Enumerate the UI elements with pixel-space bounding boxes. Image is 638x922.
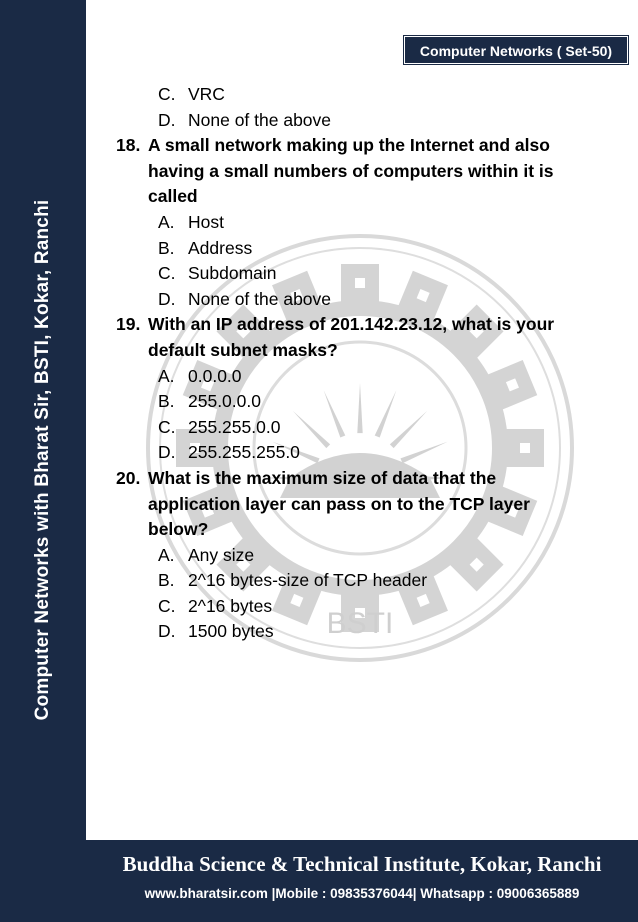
option-letter: C. <box>158 263 176 284</box>
question-line <box>116 492 616 518</box>
answer-option <box>116 568 616 594</box>
question-text: What is the maximum size of data that the <box>148 467 497 488</box>
option-text: 255.255.255.0 <box>188 442 300 463</box>
question-line <box>116 159 616 185</box>
option-letter: A. <box>158 544 175 565</box>
option-text: 255.0.0.0 <box>188 391 261 412</box>
question-list <box>116 82 616 645</box>
sidebar <box>0 0 86 922</box>
answer-option <box>116 364 616 390</box>
option-letter: A. <box>158 211 175 232</box>
option-text: 0.0.0.0 <box>188 365 242 386</box>
question-text: application layer can pass on to the TCP layer <box>148 493 530 514</box>
question-line <box>116 312 616 338</box>
answer-option <box>116 543 616 569</box>
footer <box>86 840 638 922</box>
answer-option <box>116 389 616 415</box>
answer-option <box>116 261 616 287</box>
answer-option <box>116 236 616 262</box>
option-text: 1500 bytes <box>188 621 274 642</box>
question-text: A small network making up the Internet and also <box>148 135 550 156</box>
option-text: Address <box>188 237 253 258</box>
question-number: 20. <box>116 467 141 488</box>
option-letter: D. <box>158 109 176 130</box>
answer-option <box>116 287 616 313</box>
option-text: VRC <box>188 84 225 104</box>
question-line <box>116 133 616 159</box>
answer-option <box>116 594 616 620</box>
institute-name: Buddha Science & Technical Institute, Kokar, Ranchi <box>122 852 602 876</box>
question-line <box>116 338 616 364</box>
option-letter: C. <box>158 416 176 437</box>
option-letter: D. <box>158 288 176 309</box>
sidebar-title: Computer Networks with Bharat Sir, BSTI, Kokar, Ranchi <box>32 199 53 721</box>
option-letter: C. <box>158 84 176 104</box>
question-text: below? <box>148 519 209 540</box>
question-text: With an IP address of 201.142.23.12, what is your <box>148 314 555 335</box>
option-letter: A. <box>158 365 175 386</box>
answer-option <box>116 415 616 441</box>
option-letter: D. <box>158 442 176 463</box>
option-text: 255.255.0.0 <box>188 416 281 437</box>
option-letter: D. <box>158 621 176 642</box>
option-letter: B. <box>158 237 175 258</box>
answer-option <box>116 82 616 108</box>
answer-option <box>116 619 616 645</box>
option-letter: B. <box>158 570 175 591</box>
question-number: 18. <box>116 135 141 156</box>
question-line <box>116 517 616 543</box>
option-text: Subdomain <box>188 263 277 284</box>
question-text: called <box>148 186 198 207</box>
answer-option <box>116 210 616 236</box>
question-number: 19. <box>116 314 141 335</box>
option-text: Host <box>188 211 224 232</box>
answer-option <box>116 440 616 466</box>
set-badge: Computer Networks ( Set-50) <box>404 36 628 64</box>
question-line <box>116 184 616 210</box>
option-letter: B. <box>158 391 175 412</box>
option-text: 2^16 bytes-size of TCP header <box>188 570 428 591</box>
option-text: 2^16 bytes <box>188 595 273 616</box>
answer-option <box>116 108 616 134</box>
question-text: default subnet masks? <box>148 339 338 360</box>
option-text: None of the above <box>188 288 332 309</box>
watermark-label: BSTI <box>326 607 394 640</box>
option-text: Any size <box>188 544 255 565</box>
option-text: None of the above <box>188 109 332 130</box>
question-line <box>116 466 616 492</box>
option-letter: C. <box>158 595 176 616</box>
question-text: having a small numbers of computers within it is <box>148 160 554 181</box>
contact-line: www.bharatsir.com |Mobile : 09835376044| Whatsapp : 09006365889 <box>144 886 580 901</box>
